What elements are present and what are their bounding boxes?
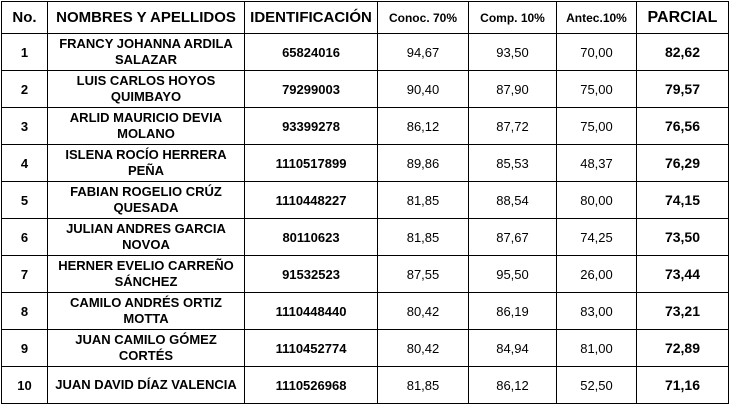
cell-conoc: 81,85 bbox=[378, 367, 469, 404]
cell-identification: 91532523 bbox=[245, 256, 378, 293]
cell-name: JUAN DAVID DÍAZ VALENCIA bbox=[48, 367, 245, 404]
cell-conoc: 86,12 bbox=[378, 108, 469, 145]
cell-identification: 1110526968 bbox=[245, 367, 378, 404]
cell-identification: 1110517899 bbox=[245, 145, 378, 182]
cell-no: 8 bbox=[2, 293, 48, 330]
cell-no: 4 bbox=[2, 145, 48, 182]
cell-antec: 70,00 bbox=[557, 34, 637, 71]
cell-identification: 93399278 bbox=[245, 108, 378, 145]
table-row bbox=[2, 145, 729, 182]
cell-name: FABIAN ROGELIO CRÚZ QUESADA bbox=[48, 182, 245, 219]
table-body bbox=[2, 34, 729, 404]
cell-name: JUAN CAMILO GÓMEZ CORTÉS bbox=[48, 330, 245, 367]
table-row bbox=[2, 182, 729, 219]
cell-no: 2 bbox=[2, 71, 48, 108]
cell-comp: 87,72 bbox=[469, 108, 557, 145]
cell-name: JULIAN ANDRES GARCIA NOVOA bbox=[48, 219, 245, 256]
cell-comp: 93,50 bbox=[469, 34, 557, 71]
cell-comp: 95,50 bbox=[469, 256, 557, 293]
cell-parcial: 76,56 bbox=[637, 108, 729, 145]
cell-identification: 80110623 bbox=[245, 219, 378, 256]
cell-comp: 88,54 bbox=[469, 182, 557, 219]
header-conoc: Conoc. 70% bbox=[378, 2, 469, 34]
header-no: No. bbox=[2, 2, 48, 34]
cell-conoc: 80,42 bbox=[378, 330, 469, 367]
cell-name: ARLID MAURICIO DEVIA MOLANO bbox=[48, 108, 245, 145]
cell-no: 6 bbox=[2, 219, 48, 256]
header-parcial: PARCIAL bbox=[637, 2, 729, 34]
cell-name: FRANCY JOHANNA ARDILA SALAZAR bbox=[48, 34, 245, 71]
header-comp: Comp. 10% bbox=[469, 2, 557, 34]
header-identification: IDENTIFICACIÓN bbox=[245, 2, 378, 34]
table-row bbox=[2, 367, 729, 404]
cell-parcial: 76,29 bbox=[637, 145, 729, 182]
cell-conoc: 94,67 bbox=[378, 34, 469, 71]
table-row bbox=[2, 108, 729, 145]
cell-parcial: 73,21 bbox=[637, 293, 729, 330]
cell-conoc: 80,42 bbox=[378, 293, 469, 330]
header-row bbox=[2, 2, 729, 34]
cell-antec: 75,00 bbox=[557, 108, 637, 145]
cell-no: 1 bbox=[2, 34, 48, 71]
cell-antec: 48,37 bbox=[557, 145, 637, 182]
cell-antec: 75,00 bbox=[557, 71, 637, 108]
cell-identification: 1110452774 bbox=[245, 330, 378, 367]
cell-name: CAMILO ANDRÉS ORTIZ MOTTA bbox=[48, 293, 245, 330]
cell-identification: 1110448440 bbox=[245, 293, 378, 330]
cell-identification: 65824016 bbox=[245, 34, 378, 71]
cell-parcial: 82,62 bbox=[637, 34, 729, 71]
cell-antec: 81,00 bbox=[557, 330, 637, 367]
cell-conoc: 89,86 bbox=[378, 145, 469, 182]
cell-antec: 74,25 bbox=[557, 219, 637, 256]
cell-conoc: 87,55 bbox=[378, 256, 469, 293]
cell-parcial: 73,44 bbox=[637, 256, 729, 293]
header-antec: Antec.10% bbox=[557, 2, 637, 34]
table-row bbox=[2, 293, 729, 330]
cell-comp: 85,53 bbox=[469, 145, 557, 182]
cell-comp: 86,12 bbox=[469, 367, 557, 404]
cell-antec: 80,00 bbox=[557, 182, 637, 219]
cell-comp: 87,90 bbox=[469, 71, 557, 108]
cell-antec: 26,00 bbox=[557, 256, 637, 293]
cell-comp: 84,94 bbox=[469, 330, 557, 367]
cell-identification: 79299003 bbox=[245, 71, 378, 108]
cell-parcial: 73,50 bbox=[637, 219, 729, 256]
table-row bbox=[2, 219, 729, 256]
cell-no: 3 bbox=[2, 108, 48, 145]
cell-parcial: 79,57 bbox=[637, 71, 729, 108]
cell-name: HERNER EVELIO CARREÑO SÁNCHEZ bbox=[48, 256, 245, 293]
cell-antec: 83,00 bbox=[557, 293, 637, 330]
table-row bbox=[2, 34, 729, 71]
cell-parcial: 72,89 bbox=[637, 330, 729, 367]
cell-conoc: 90,40 bbox=[378, 71, 469, 108]
cell-conoc: 81,85 bbox=[378, 219, 469, 256]
results-table bbox=[1, 1, 729, 404]
table-row bbox=[2, 330, 729, 367]
cell-name: ISLENA ROCÍO HERRERA PEÑA bbox=[48, 145, 245, 182]
cell-conoc: 81,85 bbox=[378, 182, 469, 219]
cell-comp: 86,19 bbox=[469, 293, 557, 330]
table-row bbox=[2, 256, 729, 293]
table-row bbox=[2, 71, 729, 108]
cell-no: 9 bbox=[2, 330, 48, 367]
cell-name: LUIS CARLOS HOYOS QUIMBAYO bbox=[48, 71, 245, 108]
cell-no: 5 bbox=[2, 182, 48, 219]
cell-parcial: 74,15 bbox=[637, 182, 729, 219]
cell-no: 7 bbox=[2, 256, 48, 293]
cell-parcial: 71,16 bbox=[637, 367, 729, 404]
table-header bbox=[2, 2, 729, 34]
cell-identification: 1110448227 bbox=[245, 182, 378, 219]
cell-antec: 52,50 bbox=[557, 367, 637, 404]
cell-comp: 87,67 bbox=[469, 219, 557, 256]
header-name: NOMBRES Y APELLIDOS bbox=[48, 2, 245, 34]
cell-no: 10 bbox=[2, 367, 48, 404]
